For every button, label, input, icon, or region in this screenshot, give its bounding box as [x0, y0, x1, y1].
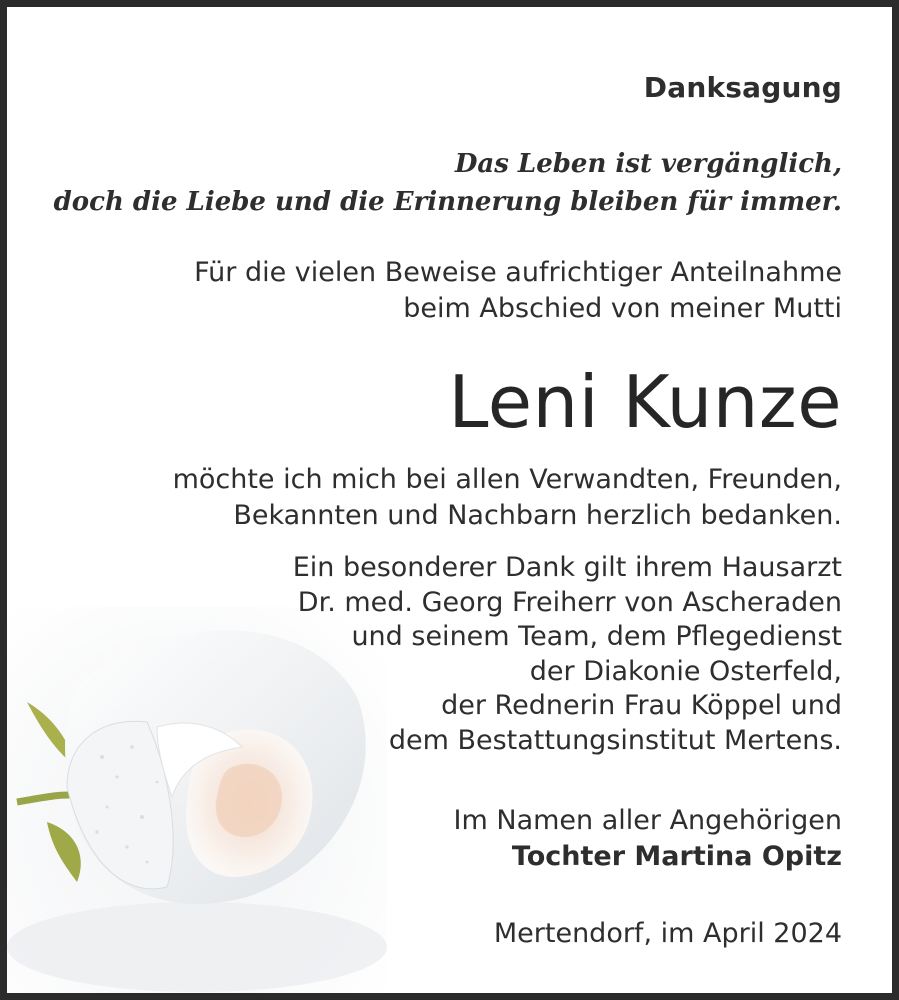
special-thanks-line: und seinem Team, dem Pflegedienst	[351, 621, 842, 652]
special-thanks-line: der Diakonie Osterfeld,	[529, 655, 842, 687]
special-thanks-line: der Rednerin Frau Köppel und	[441, 690, 842, 721]
intro-line: beim Abschied von meiner Mutti	[403, 293, 842, 324]
closing-block	[454, 803, 842, 875]
place-date: Mertendorf, im April 2024	[493, 918, 842, 949]
motto-line: doch die Liebe und die Erinnerung bleiben für immer.	[53, 187, 842, 217]
closing-text: Im Namen aller Angehörigen	[453, 805, 842, 836]
thanks-text	[173, 462, 842, 534]
thanks-line: Bekannten und Nachbarn herzlich bedanken.	[233, 500, 842, 531]
intro-line: Für die vielen Beweise aufrichtiger Anteilnahme	[194, 257, 842, 288]
signer-name: Tochter Martina Opitz	[511, 841, 842, 872]
special-thanks-line: Ein besonderer Dank gilt ihrem Hausarzt	[292, 552, 842, 583]
heading: Danksagung	[643, 71, 842, 104]
special-thanks-line: dem Bestattungsinstitut Mertens.	[388, 724, 842, 756]
special-thanks-line: Dr. med. Georg Freiherr von Ascheraden	[297, 586, 842, 618]
intro-text	[194, 255, 842, 327]
special-thanks	[293, 551, 842, 758]
deceased-name: Leni Kunze	[448, 360, 842, 444]
motto	[54, 145, 842, 221]
thanks-line: möchte ich mich bei allen Verwandten, Freunden,	[172, 464, 842, 495]
motto-line: Das Leben ist vergänglich,	[454, 149, 842, 179]
